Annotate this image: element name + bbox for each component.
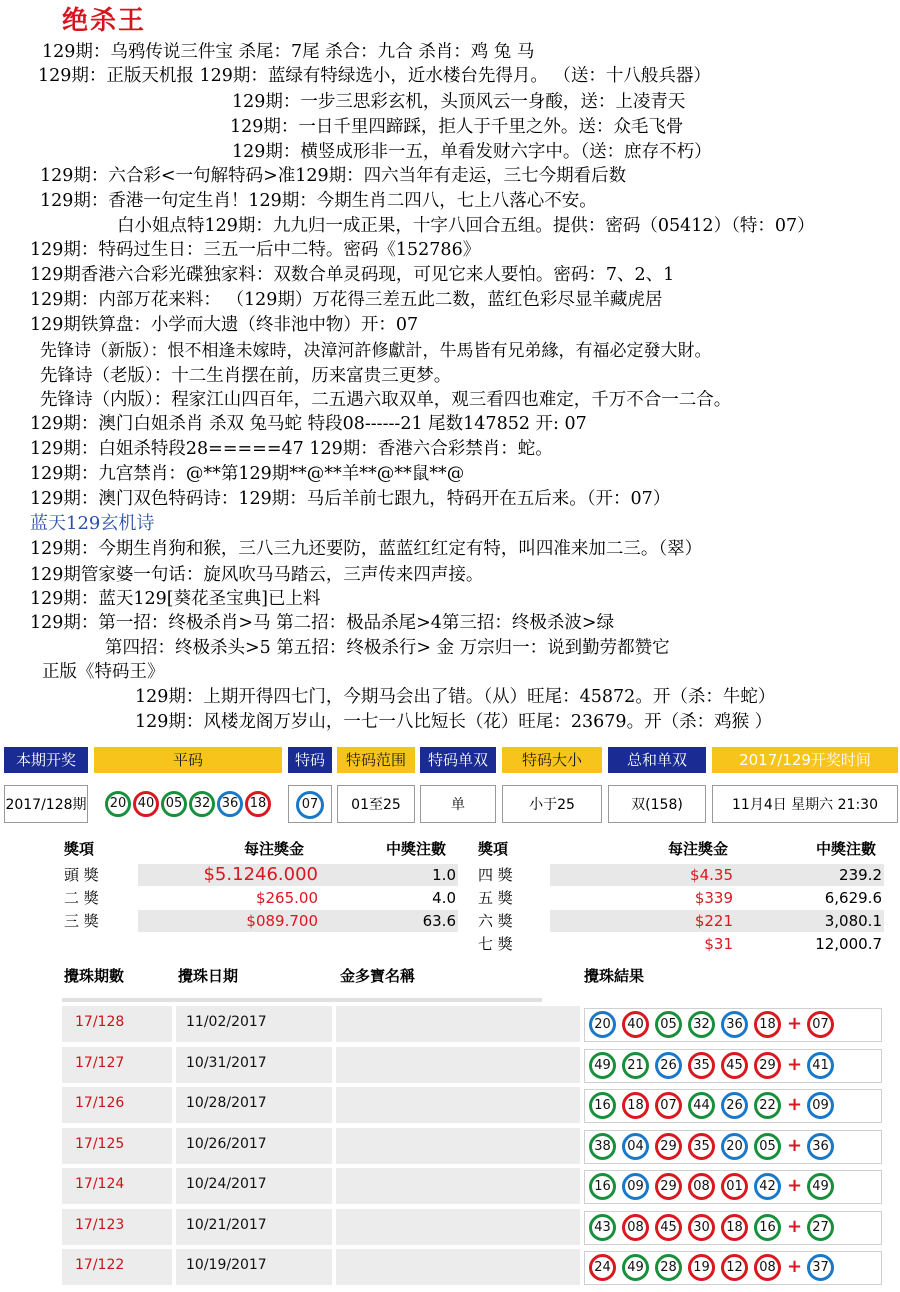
text-line: 第四招：终极杀头>5 第五招：终极杀行> 金 万宗归一：说到勤劳都赞它 [105,638,670,658]
lottery-ball: 01 [721,1173,748,1200]
results-header-issue: 攪珠期數 [64,967,125,985]
result-balls [584,1089,882,1123]
date-cell [176,1006,332,1042]
table-row [62,1087,884,1123]
table-row [62,1209,884,1245]
prize-count: 239.2 [839,866,882,884]
issue-cell [62,1047,172,1083]
plus-sign: + [787,1094,803,1115]
draw-date: 10/31/2017 [186,1054,267,1071]
lottery-ball: 16 [589,1092,616,1119]
prize-amount: $5.1246.000 [203,864,318,885]
text-line: 129期：内部万花来料： （129期）万花得三差五此二数，蓝红色彩尽显羊藏虎居 [30,290,663,310]
prize-name: 頭 獎 [64,866,99,884]
text-line: 129期香港六合彩光碟独家料：双数合单灵码现，可见它来人要怕。密码：7、2、1 [30,265,675,285]
lottery-ball: 36 [217,791,243,817]
lottery-ball: 45 [721,1052,748,1079]
lottery-ball: 18 [754,1011,781,1038]
special-number [288,785,332,823]
lottery-ball: 45 [655,1214,682,1241]
lottery-ball: 20 [721,1133,748,1160]
lottery-ball: 07 [296,791,324,819]
lottery-ball: 05 [161,791,187,817]
plus-sign: + [787,1256,803,1277]
prize-header-amount: 每注獎金 [244,840,305,858]
prize-name: 二 獎 [64,889,99,907]
prize-count: 3,080.1 [824,912,882,930]
prize-header-count: 中獎注數 [386,840,447,858]
text-line: 129期：香港一句定生肖！129期：今期生肖二四八，七上八落心不安。 [40,191,597,211]
header-special: 特码 [288,747,332,773]
lottery-ball: 09 [807,1092,834,1119]
sum-odd-even: 双(158) [608,785,706,823]
lottery-ball: 22 [754,1092,781,1119]
prize-header-name: 獎項 [64,840,95,858]
draw-date: 10/19/2017 [186,1257,267,1273]
results-header-date: 攪珠日期 [178,967,239,985]
issue-number: 17/125 [75,1135,125,1152]
lottery-ball: 20 [589,1011,616,1038]
lottery-ball: 29 [754,1052,781,1079]
name-cell [336,1006,580,1042]
plus-sign: + [787,1013,803,1034]
special-odd-even: 单 [420,785,496,823]
date-cell [176,1209,332,1245]
text-line: 129期：第一招：终极杀肖>马 第二招：极品杀尾>4第三招：终极杀波>绿 [30,613,615,633]
issue-number: 17/126 [75,1095,125,1111]
header-current-draw: 本期开奖 [4,747,88,773]
draw-date: 11/02/2017 [186,1014,267,1030]
table-row [62,1249,884,1285]
date-cell [176,1128,332,1164]
issue-number: 17/128 [75,1014,125,1030]
lottery-ball: 08 [622,1214,649,1241]
text-line: 129期管家婆一句话：旋风吹马马踏云，三声传来四声接。 [30,565,484,585]
result-balls [584,1170,882,1204]
draw-table [0,741,900,829]
lottery-ball: 36 [721,1011,748,1038]
header-draw-time: 2017/129开奖时间 [712,747,898,773]
date-cell [176,1249,332,1285]
text-line: 129期：蓝天129[葵花圣宝典]已上料 [30,589,321,609]
lottery-ball: 08 [754,1254,781,1281]
lottery-ball: 37 [807,1254,834,1281]
text-line: 白小姐点特129期：九九归一成正果，十字八回合五组。提供：密码（05412）（特：07） [117,216,815,236]
issue-number: 17/122 [75,1257,125,1273]
draw-date: 10/24/2017 [186,1176,267,1192]
draw-date: 10/28/2017 [186,1095,267,1111]
table-row [62,1168,884,1204]
lottery-ball: 49 [622,1254,649,1281]
lottery-ball: 24 [589,1254,616,1281]
lottery-ball: 41 [807,1052,834,1079]
lottery-ball: 07 [655,1092,682,1119]
lottery-ball: 29 [655,1133,682,1160]
lottery-ball: 07 [807,1011,834,1038]
lottery-ball: 35 [688,1052,715,1079]
lottery-ball: 18 [721,1214,748,1241]
result-balls [584,1049,882,1083]
lottery-ball: 08 [688,1173,715,1200]
lottery-ball: 20 [105,791,131,817]
prize-amount: $265.00 [255,889,318,907]
special-size: 小于25 [502,785,602,823]
prize-name: 三 獎 [64,912,99,930]
prize-name: 四 獎 [478,866,513,884]
header-sum: 总和单双 [608,747,706,773]
prize-amount: $339 [694,889,733,907]
header-range: 特码范围 [337,747,415,773]
issue-number: 17/123 [75,1216,125,1233]
prize-count: 63.6 [422,912,456,930]
results-divider [62,998,542,1002]
result-balls [584,1211,882,1245]
issue-number: 17/127 [75,1054,125,1071]
text-line: 129期：正版天机报 129期：蓝绿有特绿选小，近水楼台先得月。 （送：十八般兵器） [38,66,711,86]
text-line: 129期：风楼龙阁万岁山，一七一八比短长（花）旺尾：23679。开（杀：鸡猴 ） [135,712,773,732]
prize-name: 五 獎 [478,889,513,907]
lottery-ball: 40 [622,1011,649,1038]
text-line: 正版《特码王》 [42,662,165,682]
next-draw-time: 11月4日 星期六 21:30 [712,785,898,823]
header-size: 特码大小 [502,747,602,773]
lottery-ball: 27 [807,1214,834,1241]
text-line: 129期铁算盘：小学而大遗（终非池中物）开：07 [30,315,419,335]
prize-header-name: 獎項 [478,840,509,858]
text-line: 129期：今期生肖狗和猴，三八三九还要防，蓝蓝红红定有特，叫四准来加二三。（翠） [30,539,703,559]
text-line: 129期：九宫禁肖：@**第129期**@**羊**@**鼠**@ [30,464,465,484]
text-line: 先锋诗（老版）：十二生肖摆在前，历来富贵三更梦。 [40,366,452,386]
lottery-ball: 16 [589,1173,616,1200]
prize-count: 4.0 [432,889,456,907]
name-cell [336,1249,580,1285]
lottery-ball: 18 [245,791,271,817]
result-balls [584,1008,882,1042]
text-line: 129期：澳门双色特码诗：129期：马后羊前七跟九，特码开在五后来。（开：07） [30,489,671,509]
lottery-ball: 12 [721,1254,748,1281]
prize-amount: $4.35 [690,866,733,884]
page-title: 绝杀王 [62,6,147,36]
lottery-ball: 49 [807,1173,834,1200]
lottery-ball: 30 [688,1214,715,1241]
name-cell [336,1087,580,1123]
lottery-ball: 05 [754,1133,781,1160]
draw-date: 10/21/2017 [186,1216,267,1233]
lottery-ball: 35 [688,1133,715,1160]
prize-amount: $089.700 [246,912,318,930]
name-cell [336,1128,580,1164]
text-line: 129期：特码过生日：三五一后中二特。密码《152786》 [30,240,481,260]
plus-sign: + [787,1134,803,1156]
lottery-ball: 40 [133,791,159,817]
lottery-ball: 26 [655,1052,682,1079]
text-line: 129期：乌鸦传说三件宝 杀尾：7尾 杀合：九合 杀肖：鸡 兔 马 [42,42,535,62]
lottery-ball: 43 [589,1214,616,1241]
date-cell [176,1168,332,1204]
text-line: 129期：六合彩<一句解特码>准129期：四六当年有走运，三七今期看后数 [40,166,627,186]
result-balls [584,1130,882,1164]
plus-sign: + [787,1053,803,1075]
date-cell [176,1047,332,1083]
lottery-ball: 49 [589,1052,616,1079]
lottery-ball: 18 [622,1092,649,1119]
lottery-ball: 04 [622,1133,649,1160]
prize-name: 七 獎 [478,935,513,953]
text-line: 129期：一日千里四蹄踩，拒人于千里之外。送：众毛飞骨 [230,117,684,137]
prize-count: 1.0 [432,866,456,884]
lottery-ball: 32 [189,791,215,817]
prize-count: 12,000.7 [815,935,882,953]
plus-sign: + [787,1175,803,1196]
text-line: 129期：白姐杀特段28=====47 129期：香港六合彩禁肖：蛇。 [30,439,553,459]
name-cell [336,1047,580,1083]
results-header-name: 金多寶名稱 [340,967,416,985]
header-regular: 平码 [94,747,282,773]
table-row [62,1006,884,1042]
issue-cell [62,1209,172,1245]
lottery-ball: 16 [754,1214,781,1241]
prize-amount: $31 [704,935,733,953]
text-line: 蓝天129玄机诗 [30,513,155,534]
lottery-ball: 36 [807,1133,834,1160]
issue-cell [62,1249,172,1285]
text-line: 先锋诗（内版）：程家江山四百年，二五遇六取双单，观三看四也难定，千万不合一二合。 [40,390,732,410]
text-line: 129期：一步三思彩玄机，头顶风云一身酸，送：上凌青天 [232,92,686,112]
lottery-ball: 09 [622,1173,649,1200]
lottery-ball: 26 [721,1092,748,1119]
lottery-ball: 44 [688,1092,715,1119]
prize-name: 六 獎 [478,912,513,930]
lottery-ball: 38 [589,1133,616,1160]
name-cell [336,1209,580,1245]
prize-header-amount: 每注獎金 [668,840,729,858]
prize-header-count: 中獎注數 [816,840,877,858]
text-line: 129期：横竖成形非一五，单看发财六字中。（送：庶存不朽） [232,142,712,162]
table-row [62,1128,884,1164]
special-range: 01至25 [337,785,415,823]
issue-number: 17/124 [75,1176,125,1192]
text-line: 129期：澳门白姐杀肖 杀双 兔马蛇 特段08------21 尾数147852 开: 07 [30,414,587,434]
issue-cell [62,1128,172,1164]
draw-date: 10/26/2017 [186,1135,267,1152]
lottery-ball: 42 [754,1173,781,1200]
lottery-ball: 29 [655,1173,682,1200]
table-row [62,1047,884,1083]
name-cell [336,1168,580,1204]
results-header-result: 攪珠結果 [584,967,645,985]
issue-cell [62,1087,172,1123]
lottery-ball: 32 [688,1011,715,1038]
issue-cell [62,1006,172,1042]
result-balls [584,1251,882,1285]
lottery-ball: 05 [655,1011,682,1038]
lottery-ball: 19 [688,1254,715,1281]
text-line: 先锋诗（新版）：恨不相逢未嫁時，决漳河許修獻計，牛馬皆有兄弟緣，有福必定發大財。 [40,341,712,361]
date-cell [176,1087,332,1123]
prize-count: 6,629.6 [824,889,882,907]
prize-amount: $221 [694,912,733,930]
draw-issue: 2017/128期 [4,785,88,823]
plus-sign: + [787,1215,803,1237]
lottery-ball: 21 [622,1052,649,1079]
text-line: 129期：上期开得四七门，今期马会出了错。（从）旺尾：45872。开（杀：牛蛇） [135,687,776,707]
regular-numbers [94,785,282,823]
lottery-ball: 28 [655,1254,682,1281]
header-odd-even: 特码单双 [420,747,496,773]
issue-cell [62,1168,172,1204]
